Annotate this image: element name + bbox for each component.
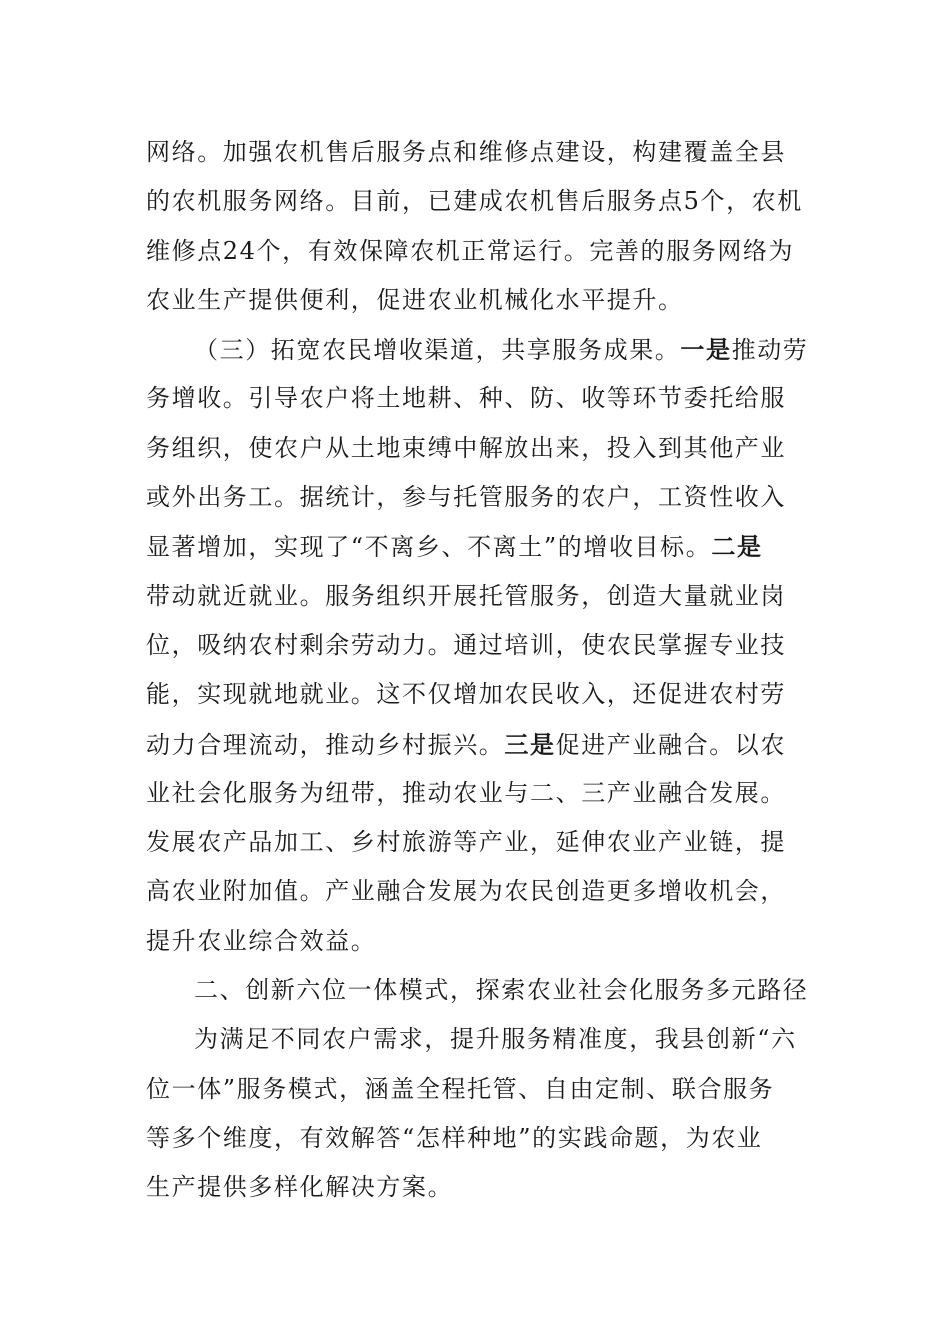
text-run: 促进产业融合。以农 [555, 730, 787, 759]
text-line: 生产提供多样化解决方案。 [146, 1173, 454, 1202]
text-line: 业社会化服务为纽带，推动农业与二、三产业融合发展。 [146, 778, 786, 807]
text-line: 带动就近就业。服务组织开展托管服务，创造大量就业岗 [146, 581, 786, 610]
bold-marker: 一是 [680, 335, 732, 365]
text-line: 的农机服务网络。目前，已建成农机售后服务点5个，农机 [146, 187, 803, 216]
bold-marker: 三是 [504, 729, 556, 759]
text-line: 网络。加强农机售后服务点和维修点建设，构建覆盖全县 [146, 138, 786, 166]
text-line: 高农业附加值。产业融合发展为农民创造更多增收机会， [146, 877, 786, 906]
text-line: 或外出务工。据统计，参与托管服务的农户，工资性收入 [146, 483, 786, 512]
section-heading-line [146, 325, 816, 374]
text-line: 位，吸纳农村剩余劳动力。通过培训，使农民掌握专业技 [146, 630, 786, 659]
text-line: 为满足不同农户需求，提升服务精准度，我县创新“六 [194, 1025, 797, 1054]
document-page [146, 128, 816, 1213]
text-run: 动力合理流动，推动乡村振兴。 [146, 730, 505, 759]
text-line: 能，实现就地就业。这不仅增加农民收入，还促进农村劳 [146, 680, 786, 709]
text-line: 务增收。引导农户将土地耕、种、防、收等环节委托给服 [146, 384, 786, 413]
text-line [146, 720, 816, 769]
text-run: 推动劳 [731, 336, 809, 365]
text-run: 显著增加，实现了“不离乡、不离土”的增收目标。 [146, 533, 712, 562]
text-line: 发展农产品加工、乡村旅游等产业，延伸农业产业链，提 [146, 828, 786, 857]
section-heading: （三）拓宽农民增收渠道，共享服务成果。 [194, 336, 681, 365]
text-line: 农业生产提供便利，促进农业机械化水平提升。 [146, 285, 684, 314]
text-line [146, 522, 816, 571]
bold-marker: 二是 [711, 532, 763, 562]
text-line: 维修点24个，有效保障农机正常运行。完善的服务网络为 [146, 236, 795, 265]
text-line: 提升农业综合效益。 [146, 926, 377, 955]
text-line: 位一体”服务模式，涵盖全程托管、自由定制、联合服务 [146, 1074, 775, 1103]
chapter-heading: 二、创新六位一体模式，探索农业社会化服务多元路径 [194, 976, 809, 1005]
text-line: 等多个维度，有效解答“怎样种地”的实践命题，为农业 [146, 1123, 763, 1152]
text-line: 务组织，使农户从土地束缚中解放出来，投入到其他产业 [146, 433, 786, 462]
